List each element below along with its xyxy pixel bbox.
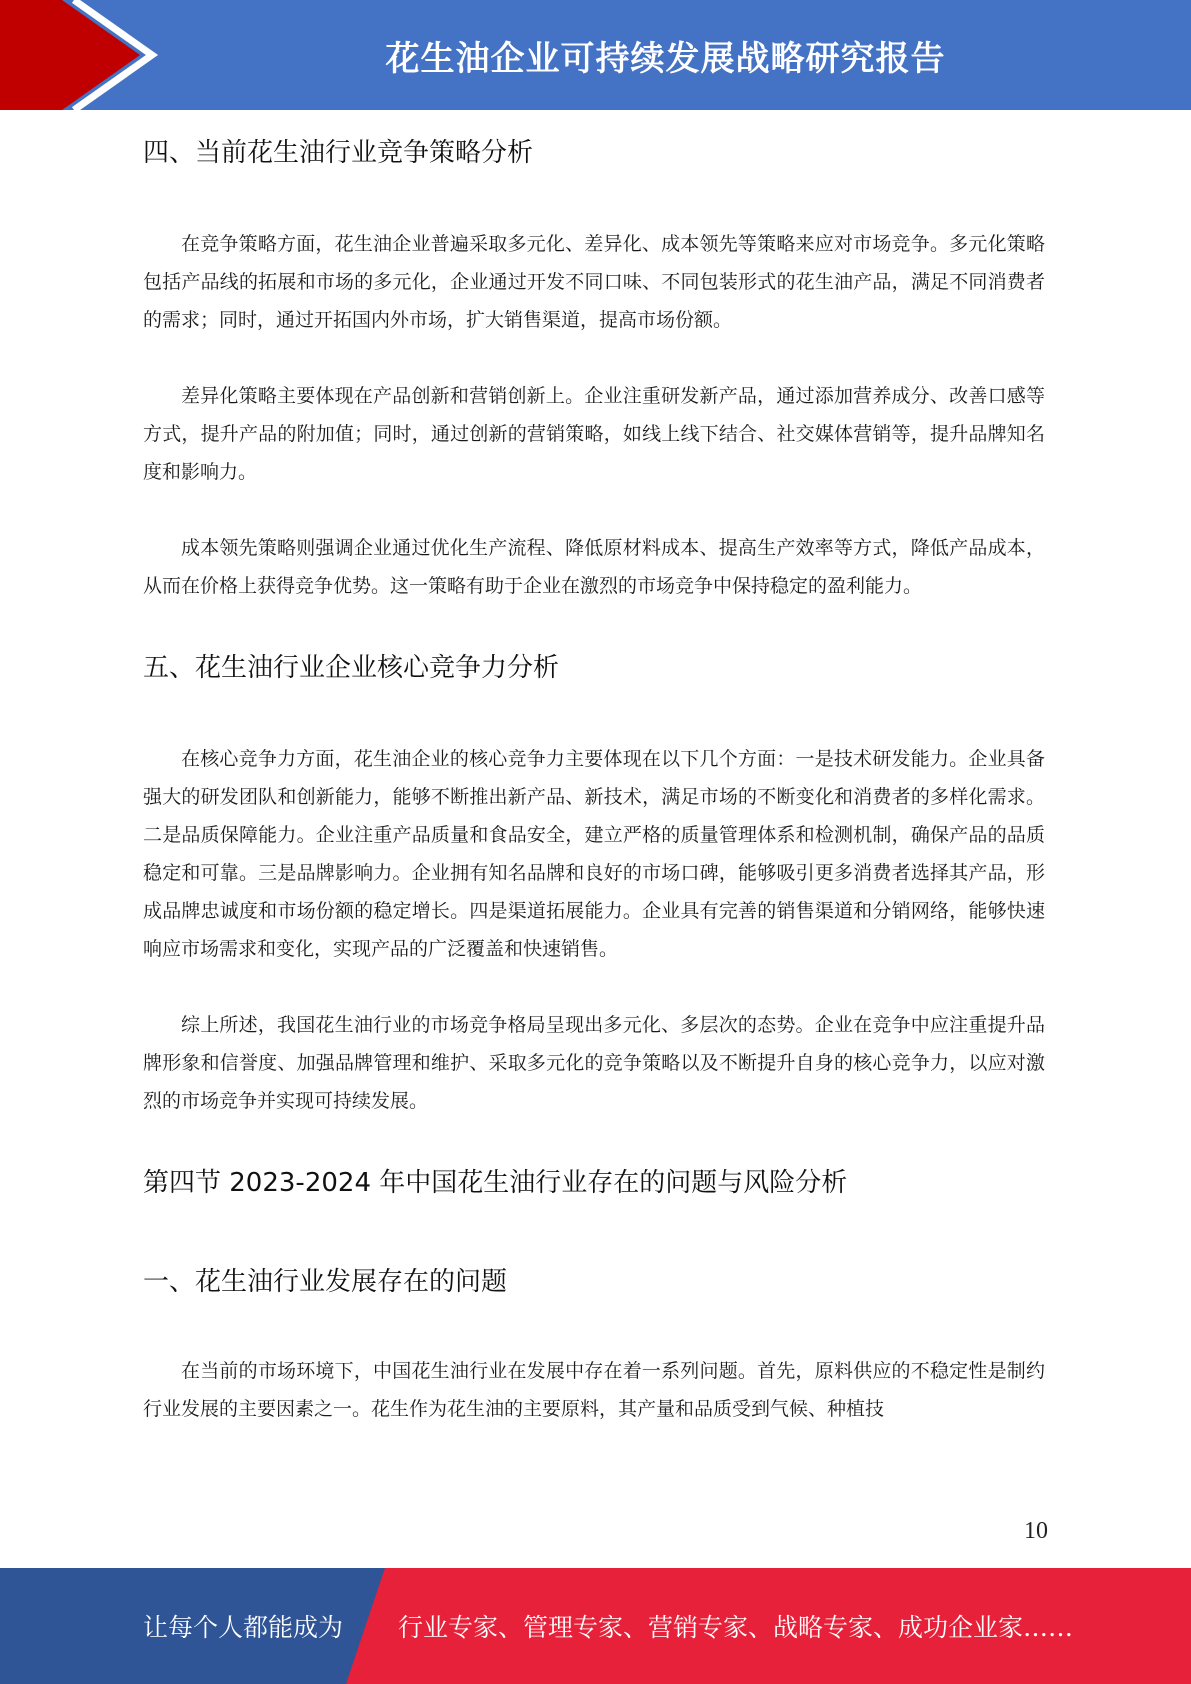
section-heading-core-competitiveness: 五、花生油行业企业核心竞争力分析 (143, 653, 560, 683)
paragraph: 综上所述，我国花生油行业的市场竞争格局呈现出多元化、多层次的态势。企业在竞争中应注重提升品牌形象和信誉度、加强品牌管理和维护、采取多元化的竞争策略以及不断提升自身的核心竞争力，以应对激烈的市场竞争并实现可持续发展。 (143, 1014, 1045, 1112)
section-heading-competition-strategy: 四、当前花生油行业竞争策略分析 (143, 138, 534, 168)
paragraph: 成本领先策略则强调企业通过优化生产流程、降低原材料成本、提高生产效率等方式，降低产品成本，从而在价格上获得竞争优势。这一策略有助于企业在激烈的市场竞争中保持稳定的盈利能力。 (143, 537, 1045, 597)
paragraph: 差异化策略主要体现在产品创新和营销创新上。企业注重研发新产品，通过添加营养成分、改善口感等方式，提升产品的附加值；同时，通过创新的营销策略，如线上线下结合、社交媒体营销等，提升品牌知名度和影响力。 (143, 385, 1045, 483)
footer-slogan-right: 行业专家、管理专家、营销专家、战略专家、成功企业家…… (398, 1613, 1074, 1642)
footer-slogan-left: 让每个人都能成为 (143, 1613, 344, 1642)
page-number: 10 (1024, 1518, 1048, 1544)
paragraph: 在竞争策略方面，花生油企业普遍采取多元化、差异化、成本领先等策略来应对市场竞争。多元化策略包括产品线的拓展和市场的多元化，企业通过开发不同口味、不同包装形式的花生油产品，满足不同消费者的需求；同时，通过开拓国内外市场，扩大销售渠道，提高市场份额。 (143, 233, 1045, 331)
report-title: 花生油企业可持续发展战略研究报告 (385, 38, 946, 79)
section-heading-industry-problems: 一、花生油行业发展存在的问题 (143, 1267, 508, 1297)
paragraph: 在当前的市场环境下，中国花生油行业在发展中存在着一系列问题。首先，原料供应的不稳定性是制约行业发展的主要因素之一。花生作为花生油的主要原料，其产量和品质受到气候、种植技 (143, 1360, 1045, 1420)
paragraph: 在核心竞争力方面，花生油企业的核心竞争力主要体现在以下几个方面：一是技术研发能力。企业具备强大的研发团队和创新能力，能够不断推出新产品、新技术，满足市场的不断变化和消费者的多样化需求。二是品质保障能力。企业注重产品质量和食品安全，建立严格的质量管理体系和检测机制，确保产品的品质稳定和可靠。三是品牌影响力。企业拥有知名品牌和良好的市场口碑，能够吸引更多消费者选择其产品，形成品牌忠诚度和市场份额的稳定增长。四是渠道拓展能力。企业具有完善的销售渠道和分销网络，能够快速响应市场需求和变化，实现产品的广泛覆盖和快速销售。 (143, 748, 1045, 960)
chapter-heading: 第四节 2023-2024 年中国花生油行业存在的问题与风险分析 (143, 1168, 848, 1198)
page-footer (0, 1568, 1191, 1684)
page-content (143, 120, 1045, 1428)
header-arrow-icon (0, 0, 160, 110)
page-header (0, 0, 1191, 110)
